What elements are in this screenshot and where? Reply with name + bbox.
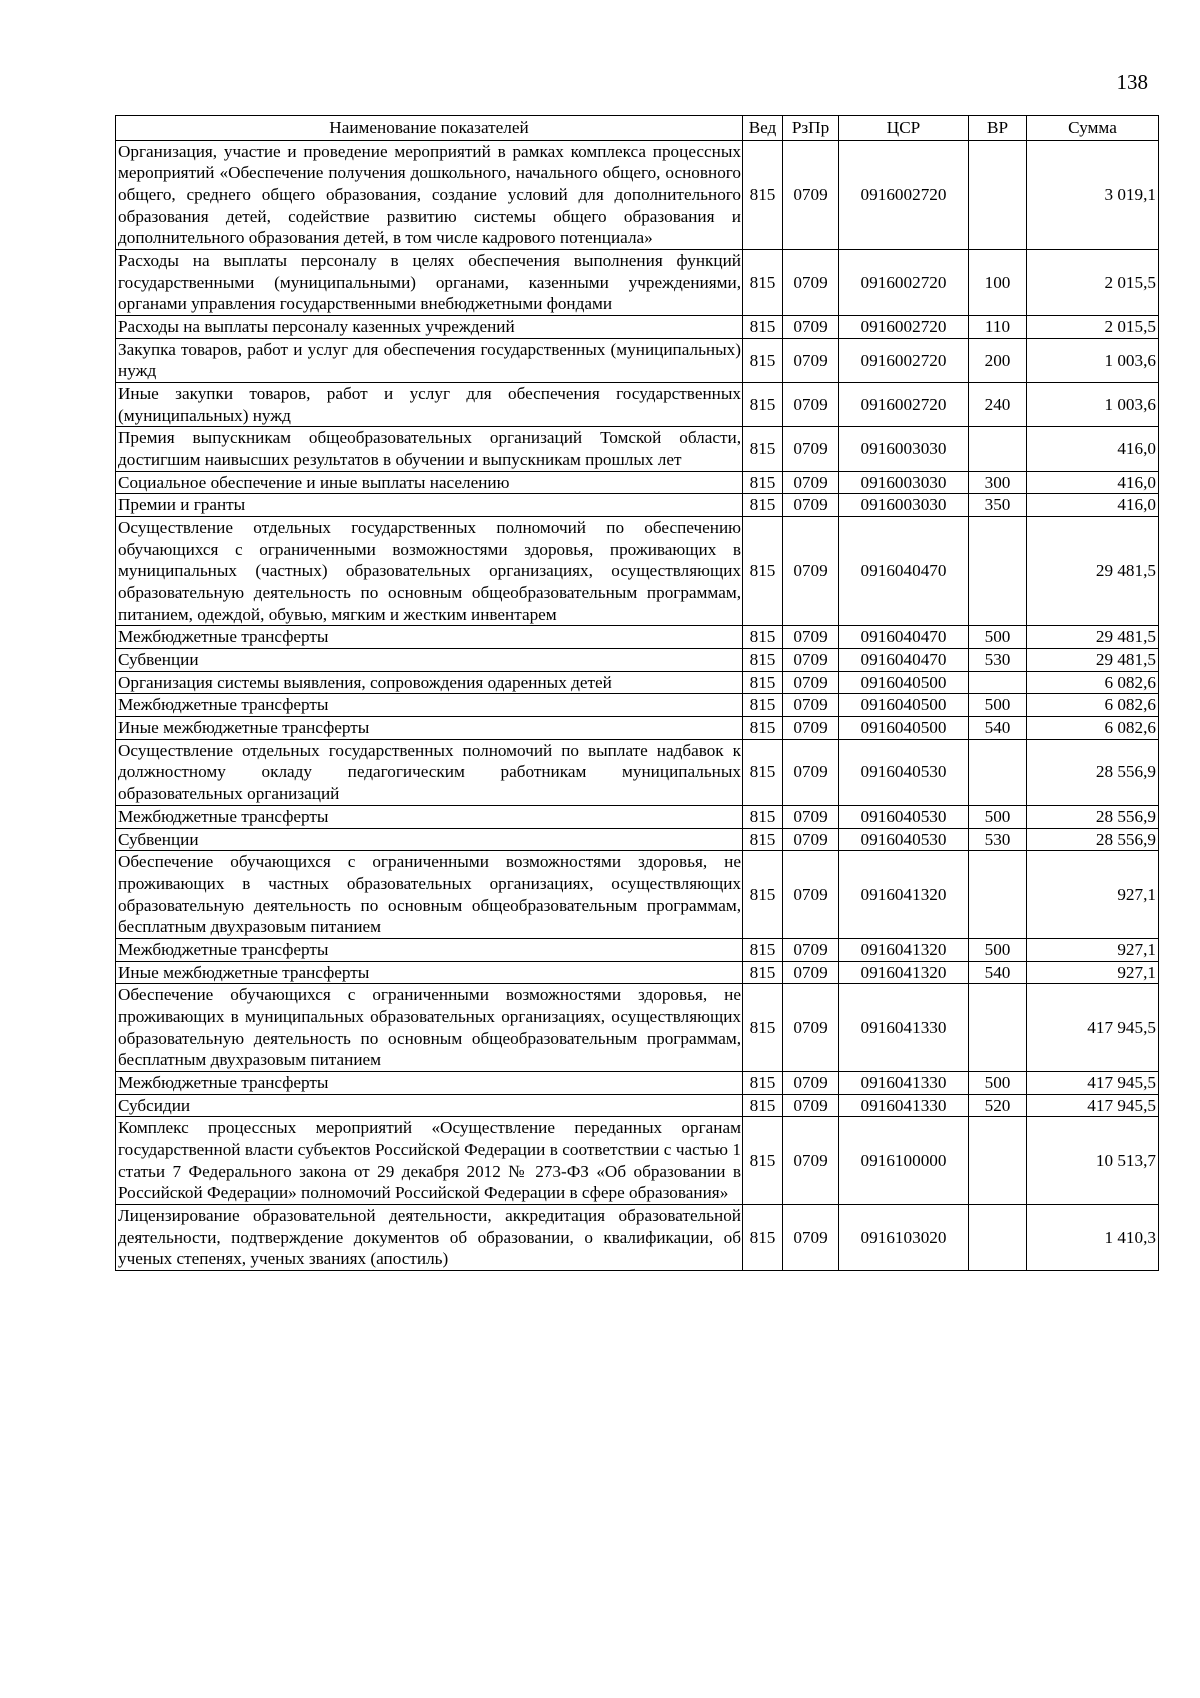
row-csr-cell: 0916040530 [839,739,969,805]
row-rzpr-cell: 0709 [783,626,839,649]
row-rzpr-cell: 0709 [783,717,839,740]
row-csr-cell: 0916002720 [839,140,969,249]
row-name-cell: Межбюджетные трансферты [116,805,743,828]
row-vr-cell: 500 [969,1071,1027,1094]
row-sum-cell: 6 082,6 [1027,671,1159,694]
header-ved: Вед [743,116,783,141]
row-ved-cell: 815 [743,851,783,939]
row-name-cell: Межбюджетные трансферты [116,938,743,961]
row-name-cell: Расходы на выплаты персоналу казенных учреждений [116,316,743,339]
row-ved-cell: 815 [743,805,783,828]
row-name-cell: Субсидии [116,1094,743,1117]
row-name-cell: Обеспечение обучающихся с ограниченными возможностями здоровья, не проживающих в частных образовательных организациях, осуществляющих образовательную деятельность по основным общеобразовательным программам, бесплатным двухразовым питанием [116,851,743,939]
row-sum-cell: 6 082,6 [1027,717,1159,740]
row-csr-cell: 0916040470 [839,649,969,672]
row-rzpr-cell: 0709 [783,961,839,984]
table-row [116,517,1159,626]
table-row [116,427,1159,471]
row-rzpr-cell: 0709 [783,938,839,961]
row-vr-cell: 530 [969,649,1027,672]
row-sum-cell: 28 556,9 [1027,805,1159,828]
row-vr-cell [969,1204,1027,1270]
budget-table [115,115,1159,1271]
row-vr-cell: 200 [969,338,1027,382]
row-vr-cell [969,1117,1027,1205]
table-row [116,938,1159,961]
row-sum-cell: 6 082,6 [1027,694,1159,717]
page-number: 138 [1116,70,1148,94]
row-vr-cell [969,984,1027,1072]
row-csr-cell: 0916003030 [839,427,969,471]
row-vr-cell: 540 [969,961,1027,984]
row-rzpr-cell: 0709 [783,1204,839,1270]
row-sum-cell: 29 481,5 [1027,517,1159,626]
table-row [116,1204,1159,1270]
row-rzpr-cell: 0709 [783,517,839,626]
row-rzpr-cell: 0709 [783,1117,839,1205]
row-ved-cell: 815 [743,1117,783,1205]
row-sum-cell: 416,0 [1027,494,1159,517]
row-sum-cell: 417 945,5 [1027,1071,1159,1094]
table-row [116,739,1159,805]
row-csr-cell: 0916041330 [839,1071,969,1094]
row-sum-cell: 3 019,1 [1027,140,1159,249]
row-csr-cell: 0916002720 [839,383,969,427]
row-sum-cell: 28 556,9 [1027,828,1159,851]
row-rzpr-cell: 0709 [783,805,839,828]
row-ved-cell: 815 [743,694,783,717]
row-name-cell: Субвенции [116,828,743,851]
row-rzpr-cell: 0709 [783,427,839,471]
row-rzpr-cell: 0709 [783,671,839,694]
table-row [116,494,1159,517]
row-rzpr-cell: 0709 [783,250,839,316]
row-ved-cell: 815 [743,338,783,382]
table-row [116,1094,1159,1117]
row-sum-cell: 1 003,6 [1027,338,1159,382]
row-vr-cell [969,671,1027,694]
table-row [116,338,1159,382]
row-csr-cell: 0916041330 [839,1094,969,1117]
row-ved-cell: 815 [743,383,783,427]
row-rzpr-cell: 0709 [783,338,839,382]
row-csr-cell: 0916002720 [839,250,969,316]
row-ved-cell: 815 [743,626,783,649]
row-rzpr-cell: 0709 [783,140,839,249]
row-name-cell: Комплекс процессных мероприятий «Осуществление переданных органам государственной власти субъектов Российской Федерации в соответствии с частью 1 статьи 7 Федерального закона от 29 декабря 2012 № 273-ФЗ «Об образовании в Российской Федерации» полномочий Российской Федерации в сфере образования» [116,1117,743,1205]
row-name-cell: Иные закупки товаров, работ и услуг для обеспечения государственных (муниципальных) нужд [116,383,743,427]
row-csr-cell: 0916040500 [839,694,969,717]
row-vr-cell [969,517,1027,626]
row-rzpr-cell: 0709 [783,649,839,672]
row-ved-cell: 815 [743,427,783,471]
row-ved-cell: 815 [743,517,783,626]
table-row [116,1117,1159,1205]
row-name-cell: Социальное обеспечение и иные выплаты населению [116,471,743,494]
row-vr-cell [969,739,1027,805]
table-row [116,671,1159,694]
row-vr-cell: 500 [969,938,1027,961]
row-sum-cell: 417 945,5 [1027,1094,1159,1117]
row-sum-cell: 2 015,5 [1027,250,1159,316]
row-ved-cell: 815 [743,494,783,517]
row-sum-cell: 2 015,5 [1027,316,1159,339]
row-name-cell: Расходы на выплаты персоналу в целях обеспечения выполнения функций государственными (муниципальными) органами, казенными учреждениями, органами управления государственными внебюджетными фондами [116,250,743,316]
row-sum-cell: 29 481,5 [1027,626,1159,649]
table-row [116,717,1159,740]
row-vr-cell: 110 [969,316,1027,339]
row-csr-cell: 0916040530 [839,828,969,851]
row-csr-cell: 0916041320 [839,938,969,961]
row-name-cell: Осуществление отдельных государственных полномочий по выплате надбавок к должностному окладу педагогическим работникам муниципальных образовательных организаций [116,739,743,805]
row-ved-cell: 815 [743,250,783,316]
row-vr-cell: 520 [969,1094,1027,1117]
header-rzpr: РзПр [783,116,839,141]
row-vr-cell: 100 [969,250,1027,316]
row-ved-cell: 815 [743,828,783,851]
table-row [116,471,1159,494]
row-sum-cell: 927,1 [1027,851,1159,939]
row-csr-cell: 0916040470 [839,626,969,649]
row-csr-cell: 0916103020 [839,1204,969,1270]
row-vr-cell: 350 [969,494,1027,517]
row-vr-cell [969,427,1027,471]
row-name-cell: Субвенции [116,649,743,672]
table-row [116,316,1159,339]
table-row [116,851,1159,939]
row-rzpr-cell: 0709 [783,494,839,517]
row-ved-cell: 815 [743,739,783,805]
row-rzpr-cell: 0709 [783,1071,839,1094]
table-row [116,694,1159,717]
row-rzpr-cell: 0709 [783,828,839,851]
row-csr-cell: 0916041320 [839,961,969,984]
row-vr-cell [969,140,1027,249]
row-sum-cell: 29 481,5 [1027,649,1159,672]
row-name-cell: Межбюджетные трансферты [116,626,743,649]
table-body [116,140,1159,1270]
row-rzpr-cell: 0709 [783,316,839,339]
row-csr-cell: 0916003030 [839,471,969,494]
row-csr-cell: 0916041330 [839,984,969,1072]
row-ved-cell: 815 [743,649,783,672]
table-row [116,828,1159,851]
row-name-cell: Иные межбюджетные трансферты [116,717,743,740]
row-ved-cell: 815 [743,717,783,740]
row-ved-cell: 815 [743,938,783,961]
row-sum-cell: 28 556,9 [1027,739,1159,805]
row-vr-cell: 540 [969,717,1027,740]
table-row [116,961,1159,984]
row-rzpr-cell: 0709 [783,984,839,1072]
row-sum-cell: 416,0 [1027,471,1159,494]
row-csr-cell: 0916002720 [839,338,969,382]
row-ved-cell: 815 [743,1071,783,1094]
row-vr-cell: 530 [969,828,1027,851]
row-ved-cell: 815 [743,471,783,494]
row-csr-cell: 0916040530 [839,805,969,828]
row-name-cell: Организация, участие и проведение мероприятий в рамках комплекса процессных мероприятий «Обеспечение получения дошкольного, начального общего, основного общего, среднего общего образования, создание условий для дополнительного образования детей, содействие развитию системы общего образования и дополнительного образования детей, в том числе кадрового потенциала» [116,140,743,249]
row-name-cell: Премии и гранты [116,494,743,517]
row-sum-cell: 10 513,7 [1027,1117,1159,1205]
row-ved-cell: 815 [743,1094,783,1117]
row-rzpr-cell: 0709 [783,471,839,494]
table-row [116,140,1159,249]
header-csr: ЦСР [839,116,969,141]
row-sum-cell: 1 003,6 [1027,383,1159,427]
table-row [116,1071,1159,1094]
table-row [116,984,1159,1072]
row-vr-cell: 300 [969,471,1027,494]
row-name-cell: Осуществление отдельных государственных полномочий по обеспечению обучающихся с ограниченными возможностями здоровья, проживающих в муниципальных (частных) образовательных организациях, осуществляющих образовательную деятельность по основным общеобразовательным программам, питанием, одеждой, обувью, мягким и жестким инвентарем [116,517,743,626]
row-name-cell: Обеспечение обучающихся с ограниченными возможностями здоровья, не проживающих в муниципальных образовательных организациях, осуществляющих образовательную деятельность по основным общеобразовательным программам, бесплатным двухразовым питанием [116,984,743,1072]
table-row [116,649,1159,672]
row-ved-cell: 815 [743,1204,783,1270]
table-header-row [116,116,1159,141]
row-name-cell: Организация системы выявления, сопровождения одаренных детей [116,671,743,694]
row-vr-cell [969,851,1027,939]
row-ved-cell: 815 [743,961,783,984]
row-csr-cell: 0916003030 [839,494,969,517]
row-ved-cell: 815 [743,984,783,1072]
row-rzpr-cell: 0709 [783,694,839,717]
row-sum-cell: 927,1 [1027,961,1159,984]
row-ved-cell: 815 [743,316,783,339]
row-sum-cell: 416,0 [1027,427,1159,471]
row-rzpr-cell: 0709 [783,1094,839,1117]
row-ved-cell: 815 [743,140,783,249]
header-vr: ВР [969,116,1027,141]
row-sum-cell: 1 410,3 [1027,1204,1159,1270]
table-row [116,383,1159,427]
row-name-cell: Иные межбюджетные трансферты [116,961,743,984]
row-sum-cell: 417 945,5 [1027,984,1159,1072]
row-csr-cell: 0916040470 [839,517,969,626]
row-vr-cell: 240 [969,383,1027,427]
row-name-cell: Межбюджетные трансферты [116,1071,743,1094]
row-vr-cell: 500 [969,626,1027,649]
row-vr-cell: 500 [969,694,1027,717]
row-csr-cell: 0916040500 [839,717,969,740]
row-vr-cell: 500 [969,805,1027,828]
row-csr-cell: 0916100000 [839,1117,969,1205]
header-sum: Сумма [1027,116,1159,141]
row-csr-cell: 0916002720 [839,316,969,339]
row-name-cell: Премия выпускникам общеобразовательных организаций Томской области, достигшим наивысших результатов в обучении и выпускникам прошлых лет [116,427,743,471]
row-csr-cell: 0916040500 [839,671,969,694]
row-rzpr-cell: 0709 [783,739,839,805]
table-row [116,250,1159,316]
row-rzpr-cell: 0709 [783,383,839,427]
table-row [116,805,1159,828]
row-rzpr-cell: 0709 [783,851,839,939]
row-name-cell: Межбюджетные трансферты [116,694,743,717]
row-ved-cell: 815 [743,671,783,694]
row-name-cell: Лицензирование образовательной деятельности, аккредитация образовательной деятельности, подтверждение документов об образовании, о квалификации, об ученых степенях, ученых званиях (апостиль) [116,1204,743,1270]
row-name-cell: Закупка товаров, работ и услуг для обеспечения государственных (муниципальных) нужд [116,338,743,382]
table-row [116,626,1159,649]
header-name: Наименование показателей [116,116,743,141]
row-sum-cell: 927,1 [1027,938,1159,961]
row-csr-cell: 0916041320 [839,851,969,939]
